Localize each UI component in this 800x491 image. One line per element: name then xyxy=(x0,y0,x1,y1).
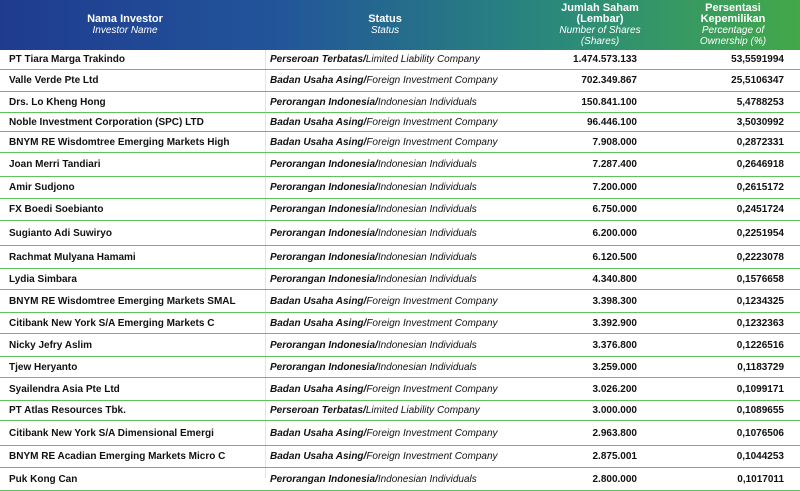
status-indonesian: Perorangan Indonesia/ xyxy=(270,96,378,108)
status-english: Indonesian Individuals xyxy=(377,227,477,239)
status-indonesian: Perorangan Indonesia/ xyxy=(270,273,378,285)
investor-name: Citibank New York S/A Dimensional Emergi xyxy=(9,427,214,439)
status-english: Indonesian Individuals xyxy=(377,96,477,108)
table-row xyxy=(0,70,800,92)
number-of-shares: 7.200.000 xyxy=(592,182,637,193)
table-row xyxy=(0,113,800,132)
number-of-shares: 1.474.573.133 xyxy=(573,54,637,65)
ownership-percentage: 0,1044253 xyxy=(736,451,784,462)
investor-name: Amir Sudjono xyxy=(9,182,75,193)
status-indonesian: Perorangan Indonesia/ xyxy=(270,159,378,170)
investor-name: BNYM RE Wisdomtree Emerging Markets SMAL xyxy=(9,295,236,307)
investor-status xyxy=(270,401,530,420)
status-english: Foreign Investment Company xyxy=(366,295,498,307)
table-row xyxy=(0,446,800,468)
number-of-shares: 3.392.900 xyxy=(592,317,637,329)
status-english: Limited Liability Company xyxy=(365,54,480,65)
header-number-of-shares: Jumlah Saham (Lembar) Number of Shares (Shares) xyxy=(559,2,641,47)
ownership-percentage: 0,1089655 xyxy=(736,405,784,416)
number-of-shares: 2.875.001 xyxy=(592,451,637,462)
status-english: Foreign Investment Company xyxy=(366,451,498,462)
ownership-percentage: 0,1017011 xyxy=(737,473,784,485)
investor-name: Valle Verde Pte Ltd xyxy=(9,75,99,86)
investor-status xyxy=(270,334,530,356)
investor-status xyxy=(270,357,530,377)
ownership-percentage: 0,1099171 xyxy=(736,383,784,395)
table-row xyxy=(0,290,800,313)
investor-status xyxy=(270,113,530,131)
status-english: Foreign Investment Company xyxy=(366,75,498,86)
status-indonesian: Perorangan Indonesia/ xyxy=(270,361,378,373)
investor-name: PT Atlas Resources Tbk. xyxy=(9,405,126,416)
investor-status xyxy=(270,92,530,112)
status-indonesian: Perorangan Indonesia/ xyxy=(270,182,378,193)
number-of-shares: 6.120.500 xyxy=(592,251,637,263)
ownership-percentage: 0,2223078 xyxy=(736,251,784,263)
header-investor-name: Nama Investor Investor Name xyxy=(87,13,163,36)
investor-status xyxy=(270,421,530,445)
status-english: Foreign Investment Company xyxy=(366,116,498,128)
status-indonesian: Perseroan Terbatas/ xyxy=(270,54,366,65)
ownership-percentage: 25,5106347 xyxy=(731,75,784,86)
number-of-shares: 3.000.000 xyxy=(592,405,637,416)
status-indonesian: Perorangan Indonesia/ xyxy=(270,473,378,485)
status-english: Indonesian Individuals xyxy=(377,361,477,373)
investor-status xyxy=(270,269,530,289)
status-indonesian: Badan Usaha Asing/ xyxy=(270,116,367,128)
table-header xyxy=(0,0,800,50)
investor-status xyxy=(270,246,530,268)
status-indonesian: Perorangan Indonesia/ xyxy=(270,251,378,263)
table-row xyxy=(0,153,800,177)
number-of-shares: 3.398.300 xyxy=(592,295,637,307)
number-of-shares: 7.287.400 xyxy=(592,159,637,170)
ownership-percentage: 0,1234325 xyxy=(736,295,784,307)
investor-name: PT Tiara Marga Trakindo xyxy=(9,54,125,65)
status-indonesian: Perorangan Indonesia/ xyxy=(270,339,378,351)
investor-status xyxy=(270,378,530,400)
investor-status xyxy=(270,290,530,312)
status-indonesian: Badan Usaha Asing/ xyxy=(270,136,367,148)
ownership-percentage: 3,5030992 xyxy=(736,116,784,128)
ownership-percentage: 0,1232363 xyxy=(736,317,784,329)
status-english: Indonesian Individuals xyxy=(377,159,477,170)
ownership-percentage: 0,1076506 xyxy=(736,427,784,439)
investor-status xyxy=(270,221,530,245)
status-indonesian: Badan Usaha Asing/ xyxy=(270,75,367,86)
table-row xyxy=(0,468,800,491)
table-row xyxy=(0,199,800,221)
table-row xyxy=(0,92,800,113)
investor-status xyxy=(270,468,530,490)
ownership-percentage: 5,4788253 xyxy=(736,96,784,108)
status-indonesian: Badan Usaha Asing/ xyxy=(270,427,367,439)
status-english: Indonesian Individuals xyxy=(377,473,477,485)
status-indonesian: Badan Usaha Asing/ xyxy=(270,383,367,395)
ownership-percentage: 0,2872331 xyxy=(736,136,784,148)
table-row xyxy=(0,378,800,401)
table-row xyxy=(0,401,800,421)
status-english: Foreign Investment Company xyxy=(366,383,498,395)
number-of-shares: 7.908.000 xyxy=(592,136,637,148)
investor-status xyxy=(270,132,530,152)
investor-name: Tjew Heryanto xyxy=(9,361,78,373)
table-row xyxy=(0,246,800,269)
ownership-percentage: 0,2451724 xyxy=(736,204,784,215)
header-ownership-percentage: Persentasi Kepemilikan Percentage of Ownership (%) xyxy=(699,2,767,47)
status-english: Foreign Investment Company xyxy=(366,427,498,439)
investor-name: BNYM RE Wisdomtree Emerging Markets High xyxy=(9,136,230,148)
status-indonesian: Perseroan Terbatas/ xyxy=(270,405,366,416)
investor-name: Noble Investment Corporation (SPC) LTD xyxy=(9,116,204,128)
header-status: Status Status xyxy=(368,13,402,36)
table-row xyxy=(0,334,800,357)
investor-name: Sugianto Adi Suwiryo xyxy=(9,227,112,239)
investor-status xyxy=(270,177,530,198)
ownership-percentage: 0,1576658 xyxy=(736,273,784,285)
number-of-shares: 3.026.200 xyxy=(592,383,637,395)
investor-status xyxy=(270,153,530,176)
ownership-percentage: 53,5591994 xyxy=(731,54,784,65)
status-english: Foreign Investment Company xyxy=(366,317,498,329)
ownership-percentage: 0,2251954 xyxy=(736,227,784,239)
number-of-shares: 4.340.800 xyxy=(592,273,637,285)
investor-name: Nicky Jefry Aslim xyxy=(9,339,93,351)
number-of-shares: 702.349.867 xyxy=(581,75,637,86)
investor-name: Rachmat Mulyana Hamami xyxy=(9,251,136,263)
investor-name: BNYM RE Acadian Emerging Markets Micro C xyxy=(9,451,226,462)
status-english: Limited Liability Company xyxy=(365,405,480,416)
status-english: Indonesian Individuals xyxy=(377,273,477,285)
status-indonesian: Perorangan Indonesia/ xyxy=(270,204,378,215)
table-row xyxy=(0,269,800,290)
shareholder-table-body xyxy=(0,50,800,491)
investor-status xyxy=(270,313,530,333)
number-of-shares: 3.376.800 xyxy=(592,339,637,351)
status-english: Indonesian Individuals xyxy=(377,339,477,351)
table-row xyxy=(0,132,800,153)
number-of-shares: 2.800.000 xyxy=(592,473,637,485)
status-indonesian: Badan Usaha Asing/ xyxy=(270,451,367,462)
investor-status xyxy=(270,446,530,467)
investor-status xyxy=(270,70,530,91)
status-english: Indonesian Individuals xyxy=(377,204,477,215)
investor-name: Joan Merri Tandiari xyxy=(9,159,101,170)
table-row xyxy=(0,357,800,378)
status-indonesian: Perorangan Indonesia/ xyxy=(270,227,378,239)
number-of-shares: 2.963.800 xyxy=(592,427,637,439)
status-english: Foreign Investment Company xyxy=(366,136,498,148)
investor-name: Drs. Lo Kheng Hong xyxy=(9,96,106,108)
number-of-shares: 6.200.000 xyxy=(592,227,637,239)
number-of-shares: 3.259.000 xyxy=(592,361,637,373)
table-row xyxy=(0,177,800,199)
investor-name: Lydia Simbara xyxy=(9,273,77,285)
table-row xyxy=(0,313,800,334)
table-row xyxy=(0,421,800,446)
status-english: Indonesian Individuals xyxy=(377,251,477,263)
ownership-percentage: 0,2615172 xyxy=(736,182,784,193)
investor-name: Puk Kong Can xyxy=(9,473,78,485)
status-english: Indonesian Individuals xyxy=(377,182,477,193)
status-indonesian: Badan Usaha Asing/ xyxy=(270,295,367,307)
ownership-percentage: 0,1183729 xyxy=(737,361,784,373)
investor-status xyxy=(270,50,530,69)
investor-name: FX Boedi Soebianto xyxy=(9,204,104,215)
table-row xyxy=(0,50,800,70)
investor-name: Syailendra Asia Pte Ltd xyxy=(9,383,120,395)
number-of-shares: 6.750.000 xyxy=(592,204,637,215)
investor-status xyxy=(270,199,530,220)
status-indonesian: Badan Usaha Asing/ xyxy=(270,317,367,329)
ownership-percentage: 0,2646918 xyxy=(736,159,784,170)
ownership-percentage: 0,1226516 xyxy=(736,339,784,351)
table-row xyxy=(0,221,800,246)
number-of-shares: 150.841.100 xyxy=(581,96,637,108)
number-of-shares: 96.446.100 xyxy=(586,116,637,128)
investor-name: Citibank New York S/A Emerging Markets C xyxy=(9,317,215,329)
